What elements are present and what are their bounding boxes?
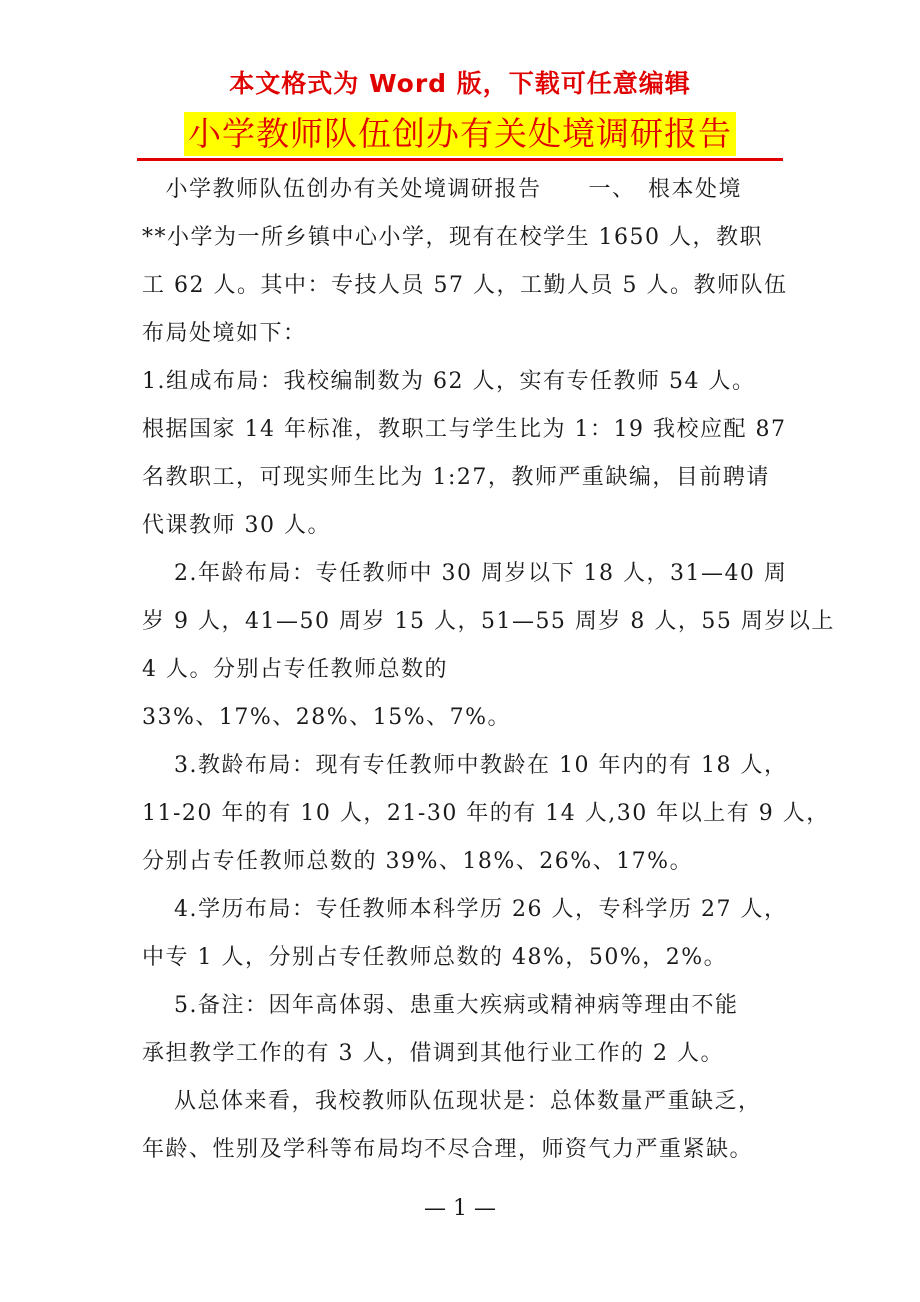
body-line: 工 62 人。其中：专技人员 57 人，工勤人员 5 人。教师队伍 — [142, 273, 788, 298]
body-line: 分别占专任教师总数的 39%、18%、26%、17%。 — [142, 849, 694, 874]
body-line: 从总体来看，我校教师队伍现状是：总体数量严重缺乏， — [142, 1089, 762, 1114]
title-divider — [137, 158, 783, 161]
document-body — [142, 166, 835, 1174]
body-line: 3.教龄布局：现有专任教师中教龄在 10 年内的有 18 人， — [142, 753, 788, 778]
body-line: 1.组成布局：我校编制数为 62 人，实有专任教师 54 人。 — [142, 369, 756, 394]
page-number: — 1 — — [424, 1196, 496, 1221]
body-line: 33%、17%、28%、15%、7%。 — [142, 705, 511, 730]
body-line: 5.备注：因年高体弱、患重大疾病或精神病等理由不能 — [142, 993, 739, 1018]
body-line: 小学教师队伍创办有关处境调研报告 一、 根本处境 — [142, 177, 743, 202]
body-line: **小学为一所乡镇中心小学，现有在校学生 1650 人，教职 — [142, 225, 763, 250]
body-line: 根据国家 14 年标准，教职工与学生比为 1：19 我校应配 87 — [142, 417, 787, 442]
body-line: 代课教师 30 人。 — [142, 513, 331, 538]
title-wrap — [0, 112, 920, 156]
download-banner: 本文格式为 Word 版，下载可任意编辑 — [229, 69, 691, 98]
body-line: 承担教学工作的有 3 人，借调到其他行业工作的 2 人。 — [142, 1041, 724, 1066]
body-line: 年龄、性别及学科等布局均不尽合理，师资气力严重紧缺。 — [142, 1137, 754, 1162]
body-line: 4.学历布局：专任教师本科学历 26 人，专科学历 27 人， — [142, 897, 788, 922]
body-line: 2.年龄布局：专任教师中 30 周岁以下 18 人，31—40 周 — [142, 561, 788, 586]
document-title: 小学教师队伍创办有关处境调研报告 — [184, 112, 736, 156]
body-line: 布局处境如下： — [142, 321, 307, 346]
body-line: 4 人。分别占专任教师总数的 — [142, 657, 448, 682]
body-line: 11-20 年的有 10 人，21-30 年的有 14 人,30 年以上有 9 人， — [142, 801, 830, 826]
body-line: 岁 9 人，41—50 周岁 15 人，51—55 周岁 8 人，55 周岁以上 — [142, 609, 835, 634]
body-line: 名教职工，可现实师生比为 1:27，教师严重缺编，目前聘请 — [142, 465, 770, 490]
body-line: 中专 1 人，分别占专任教师总数的 48%，50%，2%。 — [142, 945, 728, 970]
